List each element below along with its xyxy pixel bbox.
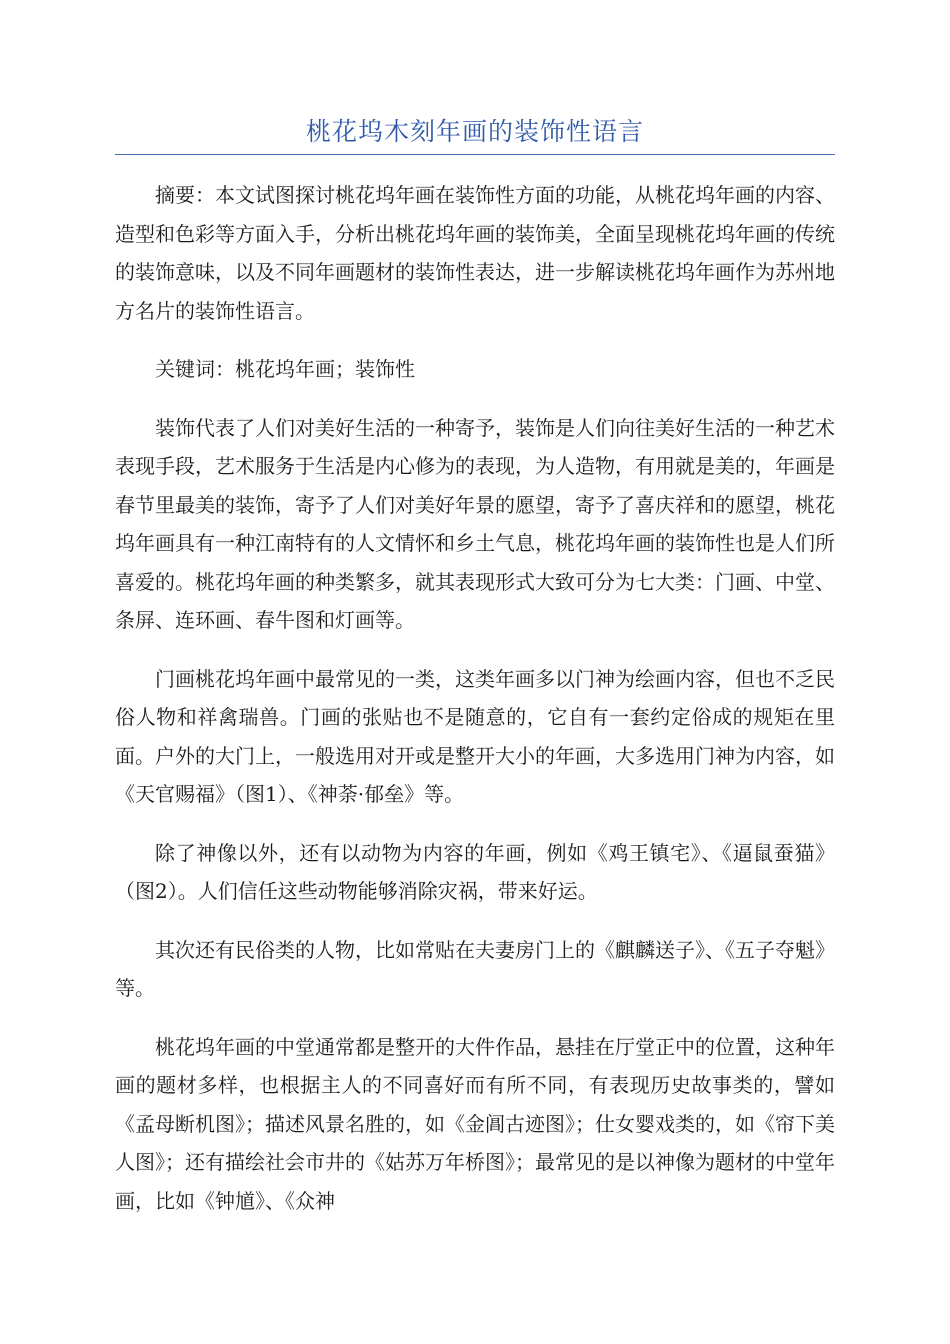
title-underline [115,154,835,155]
body-paragraph: 除了神像以外，还有以动物为内容的年画，例如《鸡王镇宅》、《逼鼠蚕猫》（图2）。人们信任这些动物能够消除灾祸，带来好运。 [115,840,835,903]
body-paragraph: 装饰代表了人们对美好生活的一种寄予，装饰是人们向往美好生活的一种艺术表现手段，艺术服务于生活是内心修为的表现，为人造物，有用就是美的，年画是春节里最美的装饰，寄予了人们对美好年景的愿望，寄予了喜庆祥和的愿望，桃花坞年画具有一种江南特有的人文情怀和乡土气息，桃花坞年画的装饰性也是人们所喜爱的。桃花坞年画的种类繁多，就其表现形式大致可分为七大类：门画、中堂、条屏、连环画、春牛图和灯画等。 [115,415,835,632]
keywords-paragraph: 关键词：桃花坞年画；装饰性 [155,357,415,381]
document-body [115,176,835,1240]
body-paragraph: 桃花坞年画的中堂通常都是整开的大件作品，悬挂在厅堂正中的位置，这种年画的题材多样，也根据主人的不同喜好而有所不同，有表现历史故事类的，譬如《孟母断机图》；描述风景名胜的，如《金阊古迹图》；仕女婴戏类的，如《帘下美人图》；还有描绘社会市井的《姑苏万年桥图》；最常见的是以神像为题材的中堂年画，比如《钟馗》、《众神 [115,1034,835,1213]
body-paragraph: 其次还有民俗类的人物，比如常贴在夫妻房门上的《麒麟送子》、《五子夺魁》等。 [115,937,835,1000]
abstract-paragraph: 摘要：本文试图探讨桃花坞年画在装饰性方面的功能，从桃花坞年画的内容、造型和色彩等方面入手，分析出桃花坞年画的装饰美，全面呈现桃花坞年画的传统的装饰意味，以及不同年画题材的装饰性表达，进一步解读桃花坞年画作为苏州地方名片的装饰性语言。 [115,183,835,323]
body-paragraph: 门画桃花坞年画中最常见的一类，这类年画多以门神为绘画内容，但也不乏民俗人物和祥禽瑞兽。门画的张贴也不是随意的，它自有一套约定俗成的规矩在里面。户外的大门上，一般选用对开或是整开大小的年画，大多选用门神为内容，如《天官赐福》（图1）、《神荼·郁垒》等。 [115,666,835,806]
document-title: 桃花坞木刻年画的装饰性语言 [305,117,644,146]
